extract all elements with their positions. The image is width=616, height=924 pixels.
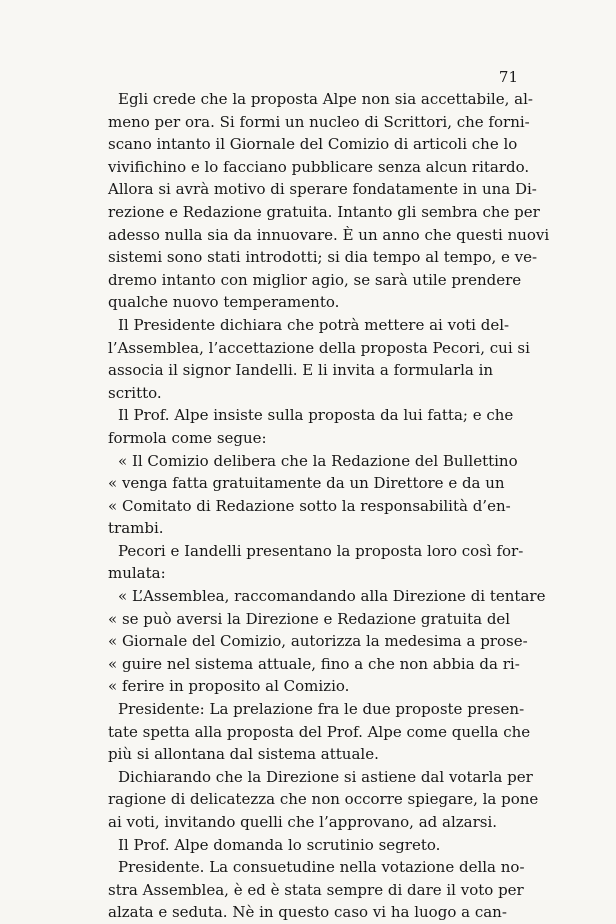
page-number: 71 <box>498 68 518 86</box>
text-line: mulata: <box>108 564 166 583</box>
text-line: stra Assemblea, è ed è stata sempre di dare il voto per <box>108 880 524 899</box>
text-line: l’Assemblea, l’accettazione della proposta Pecori, cui si <box>108 338 530 357</box>
text-line: Egli crede che la proposta Alpe non sia accettabile, al- <box>118 90 533 108</box>
text-line: meno per ora. Si formi un nucleo di Scrittori, che forni- <box>108 112 530 131</box>
text-line: sistemi sono stati introdotti; si dia tempo al tempo, e ve- <box>108 248 538 267</box>
quote-line: « ferire in proposito al Comizio. <box>108 677 350 696</box>
quote-line: « Giornale del Comizio, autorizza la medesima a prose- <box>108 632 528 651</box>
quote-line: « Il Comizio delibera che la Redazione del Bullettino <box>118 451 518 470</box>
text-line: Allora si avrà motivo di sperare fondatamente in una Di- <box>108 180 537 199</box>
quote-line: « L’Assemblea, raccomandando alla Direzione di tentare <box>118 587 546 606</box>
text-line: ragione di delicatezza che non occorre spiegare, la pone <box>108 790 539 809</box>
text-line: tate spetta alla proposta del Prof. Alpe come quella che <box>108 722 531 741</box>
text-line: Il Prof. Alpe domanda lo scrutinio segreto. <box>118 835 441 854</box>
text-line: qualche nuovo temperamento. <box>108 293 340 312</box>
text-line: scano intanto il Giornale del Comizio di articoli che lo <box>108 135 518 154</box>
text-line: formola come segue: <box>108 428 267 447</box>
text-line: associa il signor Iandelli. E li invita a formularla in <box>108 361 494 380</box>
text-line: Il Presidente dichiara che potrà mettere ai voti del- <box>118 315 510 334</box>
text-line: Pecori e Iandelli presentano la proposta loro così for- <box>118 541 524 560</box>
text-line: Il Prof. Alpe insiste sulla proposta da lui fatta; e che <box>118 406 514 425</box>
text-line: adesso nulla sia da innuovare. È un anno che questi nuovi <box>108 225 550 244</box>
quote-line: trambi. <box>108 519 164 538</box>
text-line: più si allontana dal sistema attuale. <box>108 745 379 764</box>
text-line: Dichiarando che la Direzione si astiene dal votarla per <box>118 767 533 786</box>
text-line: ai voti, invitando quelli che l’approvano, ad alzarsi. <box>108 813 498 831</box>
text-line: dremo intanto con miglior agio, se sarà utile prendere <box>108 270 522 289</box>
quote-line: « se può aversi la Direzione e Redazione gratuita del <box>108 609 511 628</box>
text-line: alzata e seduta. Nè in questo caso vi ha luogo a can- <box>108 903 507 922</box>
quote-line: « guire nel sistema attuale, fino a che non abbia da ri- <box>108 654 520 673</box>
text-line: Presidente: La prelazione fra le due proposte presen- <box>118 700 525 719</box>
text-line: vivifichino e lo facciano pubblicare senza alcun ritardo. <box>108 157 530 176</box>
text-line: Presidente. La consuetudine nella votazione della no- <box>118 858 525 877</box>
quote-line: « Comitato di Redazione sotto la responsabilità d’en- <box>108 496 511 515</box>
quote-line: « venga fatta gratuitamente da un Direttore e da un <box>108 474 505 493</box>
body-text <box>108 88 550 924</box>
text-line: scritto. <box>108 383 162 402</box>
text-line: rezione e Redazione gratuita. Intanto gli sembra che per <box>108 202 540 221</box>
